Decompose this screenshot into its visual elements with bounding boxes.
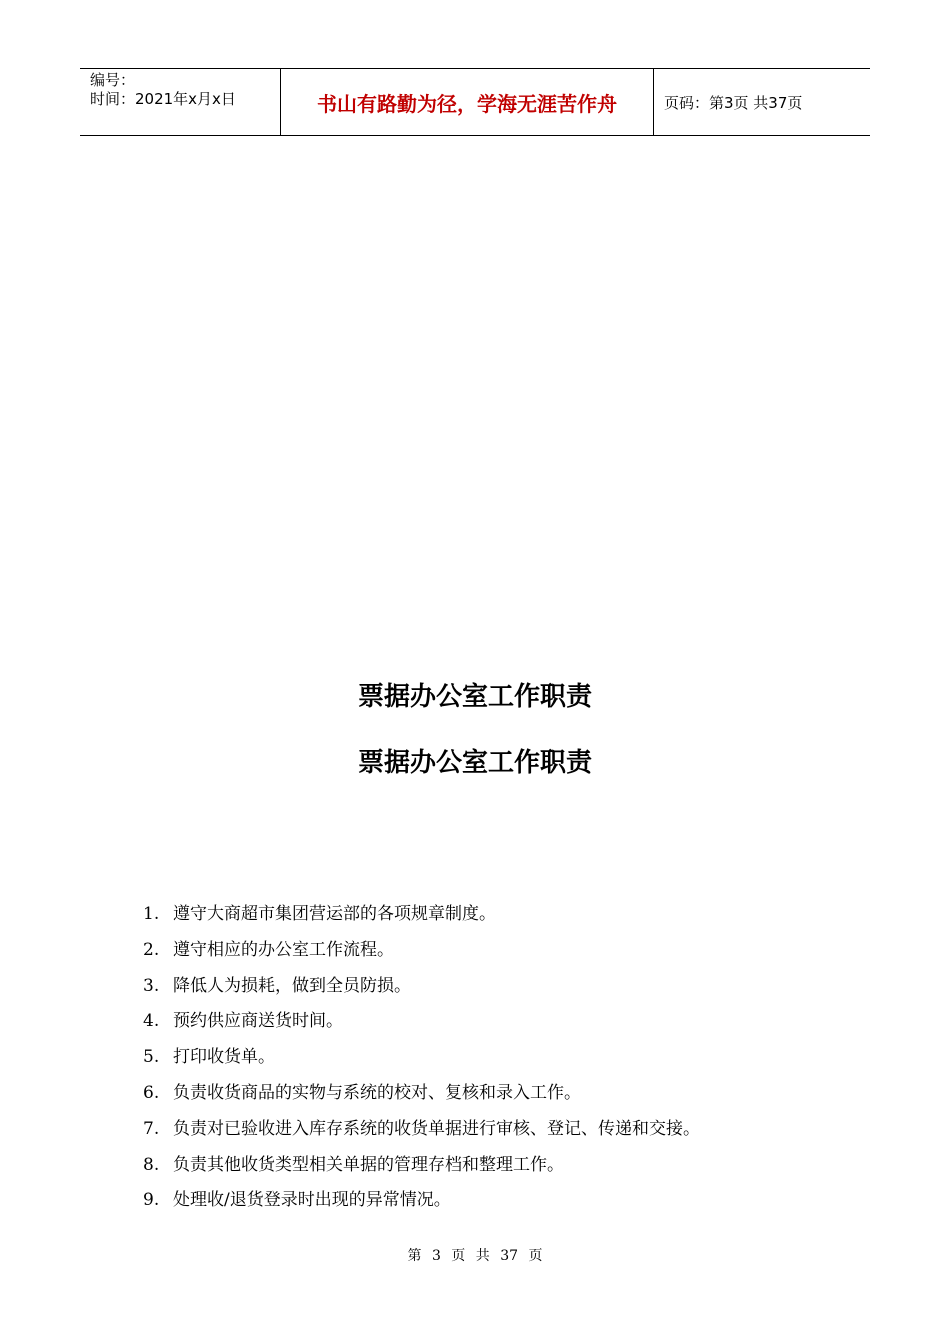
list-item <box>143 1151 700 1187</box>
time-label: 时间：2021年x月x日 <box>90 90 236 108</box>
list-item <box>143 1186 700 1222</box>
list-item <box>143 1043 700 1079</box>
item-number: 3. <box>143 975 160 996</box>
header-motto-cell <box>281 69 654 135</box>
item-number: 7. <box>143 1118 160 1139</box>
list-item <box>143 1115 700 1151</box>
item-text: 打印收货单。 <box>173 1047 275 1068</box>
page-subtitle: 票据办公室工作职责 <box>357 748 592 778</box>
item-text: 遵守相应的办公室工作流程。 <box>173 939 394 960</box>
item-number: 1. <box>143 904 160 924</box>
item-text: 预约供应商送货时间。 <box>173 1011 343 1032</box>
item-text: 处理收/退货登录时出现的异常情况。 <box>173 1190 451 1211</box>
item-number: 6. <box>143 1082 160 1103</box>
list-item <box>143 1079 700 1115</box>
item-text: 负责对已验收进入库存系统的收货单据进行审核、登记、传递和交接。 <box>173 1118 700 1139</box>
item-number: 8. <box>143 1154 160 1175</box>
list-item <box>143 900 700 936</box>
item-text: 负责收货商品的实物与系统的校对、复核和录入工作。 <box>173 1082 581 1103</box>
list-item <box>143 936 700 972</box>
page-footer: 第 3 页 共 37 页 <box>407 1248 543 1264</box>
item-text: 遵守大商超市集团营运部的各项规章制度。 <box>173 904 496 924</box>
item-number: 9. <box>143 1190 160 1211</box>
duties-list <box>143 900 700 1222</box>
list-item <box>143 1007 700 1043</box>
header-page-info <box>654 69 870 135</box>
page-title: 票据办公室工作职责 <box>357 682 592 712</box>
item-number: 5. <box>143 1047 160 1068</box>
code-label: 编号： <box>90 71 136 89</box>
item-text: 降低人为损耗，做到全员防损。 <box>173 975 411 996</box>
item-number: 4. <box>143 1011 160 1032</box>
page-info-text: 页码：第3页 共37页 <box>664 93 803 112</box>
list-item <box>143 972 700 1008</box>
item-text: 负责其他收货类型相关单据的管理存档和整理工作。 <box>173 1154 564 1175</box>
motto-text: 书山有路勤为径，学海无涯苦作舟 <box>317 91 617 116</box>
header-meta <box>80 69 281 135</box>
document-header <box>80 68 870 136</box>
item-number: 2. <box>143 939 160 960</box>
